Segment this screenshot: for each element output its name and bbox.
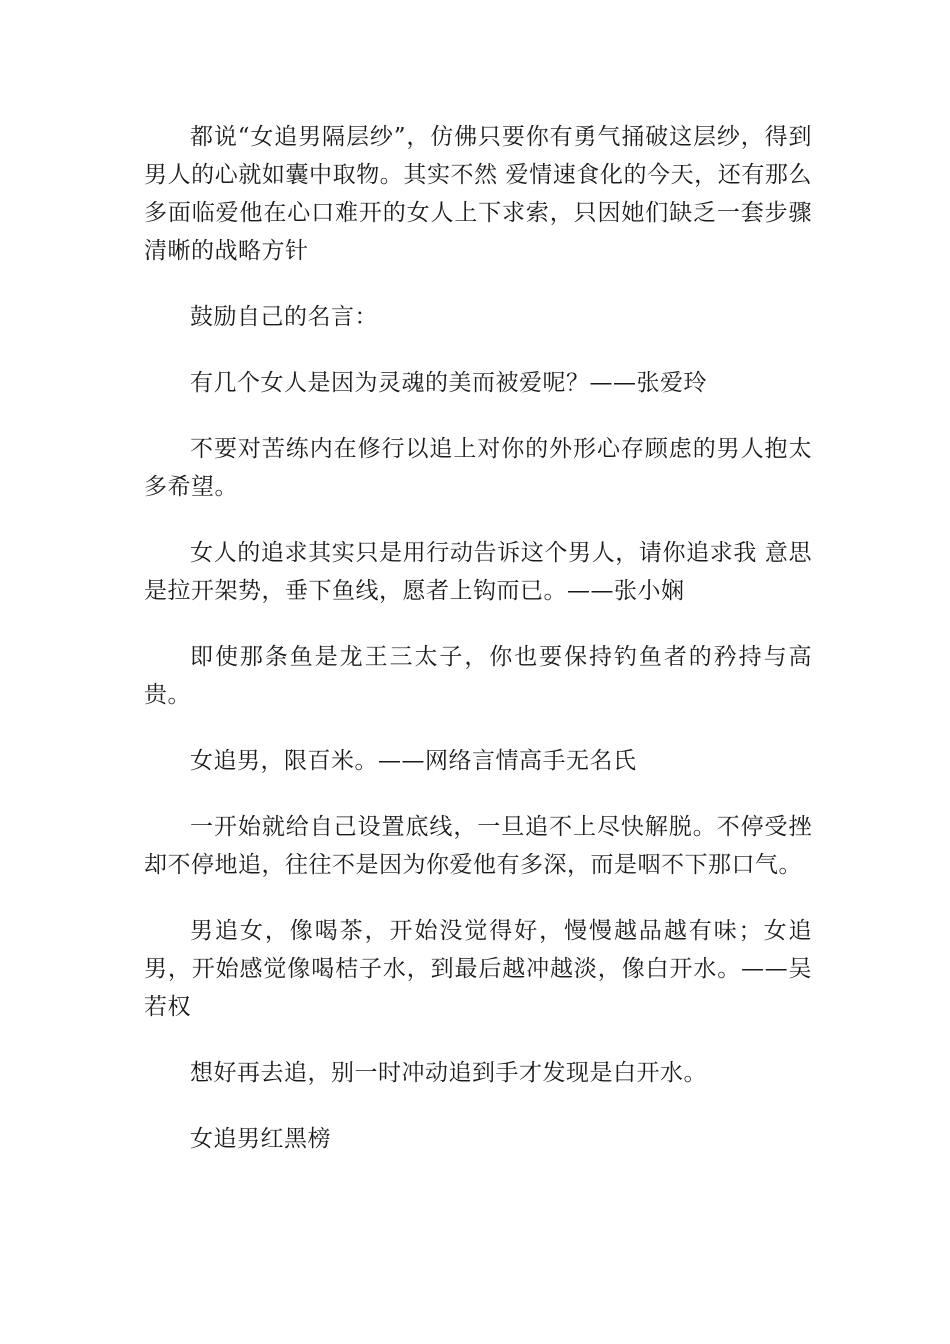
paragraph-section-heading: 女追男红黑榜	[190, 1126, 331, 1152]
paragraph-quote-anonymous: 女追男，限百米。——网络言情高手无名氏	[190, 748, 637, 774]
paragraph-comment-2: 即使那条鱼是龙王三太子，你也要保持钓鱼者的矜持与高贵。	[144, 644, 812, 708]
paragraph-intro: 都说“女追男隔层纱”，仿佛只要你有勇气捅破这层纱，得到男人的心就如囊中取物。其实不然 爱情速食化的今天，还有那么多面临爱他在心口难开的女人上下求索，只因她们缺乏一套步骤清晰的战略方针	[144, 124, 812, 264]
paragraph-quote-zhang-ailing: 有几个女人是因为灵魂的美而被爱呢？——张爱玲	[190, 370, 707, 396]
paragraph-quote-zhang-xiaoxian: 女人的追求其实只是用行动告诉这个男人，请你追求我 意思是拉开架势，垂下鱼线，愿者上钩而已。——张小娴	[144, 540, 812, 604]
paragraph-comment-1: 不要对苦练内在修行以追上对你的外形心存顾虑的男人抱太多希望。	[144, 436, 812, 500]
paragraph-quote-wu-ruoquan: 男追女，像喝茶，开始没觉得好，慢慢越品越有味；女追男，开始感觉像喝桔子水，到最后越冲越淡，像白开水。——吴若权	[144, 918, 812, 1020]
paragraph-comment-3: 一开始就给自己设置底线，一旦追不上尽快解脱。不停受挫却不停地追，往往不是因为你爱他有多深，而是咽不下那口气。	[144, 814, 812, 878]
paragraph-comment-4: 想好再去追，别一时冲动追到手才发现是白开水。	[190, 1060, 707, 1086]
paragraph-quotes-heading: 鼓励自己的名言：	[190, 304, 378, 330]
